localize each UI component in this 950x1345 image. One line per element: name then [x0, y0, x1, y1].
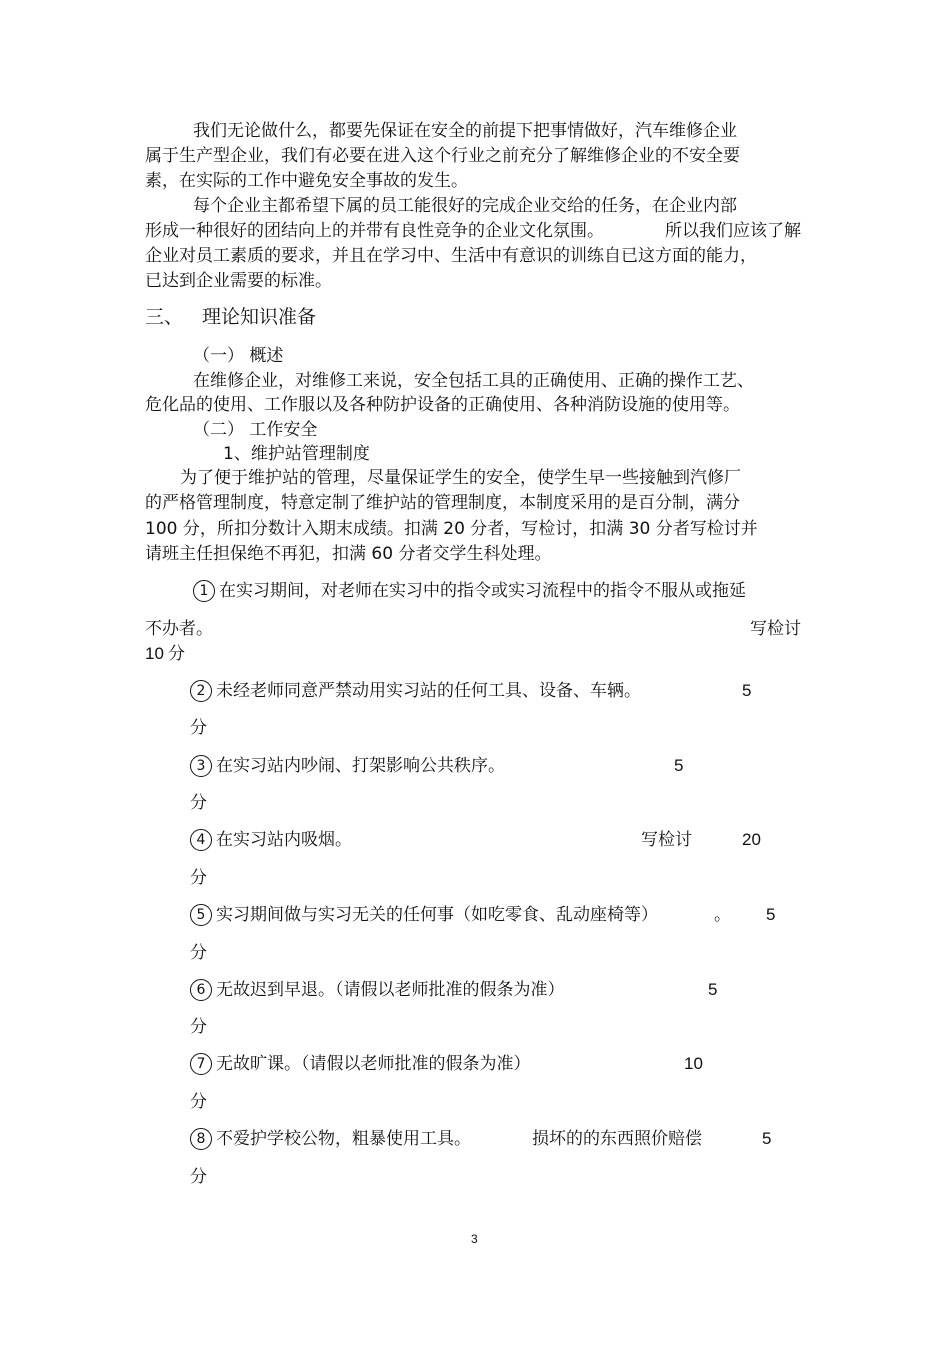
intro-p2-line2b: 所以我们应该了解	[665, 221, 801, 241]
rule-6-text: 无故迟到早退。（请假以老师批准的假条为准）	[216, 980, 565, 1000]
rule-3-text: 在实习站内吵闹、打架影响公共秩序。	[216, 756, 505, 776]
section-title: 理论知识准备	[202, 306, 317, 328]
item1-line1: 为了便于维护站的管理，尽量保证学生的安全，使学生早一些接触到汽修厂	[180, 468, 741, 488]
rule-5-mark: 5	[190, 904, 212, 926]
subsection-overview-title: （一） 概述	[193, 346, 284, 366]
rule-8-text: 不爱护学校公物，粗暴使用工具。	[216, 1129, 471, 1149]
rule-3-mark: 3	[190, 755, 212, 777]
rule-7-score: 10	[684, 1054, 703, 1073]
rule-4-text: 在实习站内吸烟。	[216, 830, 352, 850]
rule-2-mark: 2	[190, 680, 212, 702]
page-number: 3	[471, 1232, 478, 1246]
rule-7-mark: 7	[190, 1053, 212, 1075]
rule-8-extra: 损坏的的东西照价赔偿	[532, 1129, 702, 1149]
item1-line4: 请班主任担保绝不再犯，扣满 60 分者交学生科处理。	[145, 544, 552, 564]
intro-p2-line3: 企业对员工素质的要求，并且在学习中、生活中有意识的训练自已这方面的能力，	[145, 246, 757, 266]
intro-p2-line1: 每个企业主都希望下属的员工能很好的完成企业交给的任务，在企业内部	[193, 196, 737, 216]
rule-4-extra: 写检讨	[641, 830, 692, 850]
section-number: 三、	[145, 306, 184, 328]
rule-1-cont: 不办者。	[145, 619, 213, 639]
rule-3-unit: 分	[190, 793, 207, 813]
item1-title: 1、维护站管理制度	[223, 444, 370, 464]
rule-1-text: 在实习期间，对老师在实习中的指令或实习流程中的指令不服从或拖延	[219, 581, 746, 601]
item1-line2: 的严格管理制度，特意定制了维护站的管理制度，本制度采用的是百分制，满分	[145, 493, 740, 513]
intro-p2-line4: 已达到企业需要的标准。	[145, 271, 332, 291]
rule-5-text: 实习期间做与实习无关的任何事（如吃零食、乱动座椅等）	[216, 905, 658, 925]
intro-p1-line2: 属于生产型企业，我们有必要在进入这个行业之前充分了解维修企业的不安全要	[145, 146, 740, 166]
rule-5-score: 5	[766, 905, 776, 924]
overview-line2: 危化品的使用、工作服以及各种防护设备的正确使用、各种消防设施的使用等。	[145, 395, 740, 415]
rule-1-extra: 写检讨	[750, 619, 801, 639]
overview-line1: 在维修企业，对维修工来说，安全包括工具的正确使用、正确的操作工艺、	[193, 371, 754, 391]
item1-line3: 100 分，所扣分数计入期末成绩。扣满 20 分者，写检讨，扣满 30 分者写检讨并	[145, 519, 758, 539]
rule-5-extra: 。	[714, 905, 731, 925]
intro-p1-line1: 我们无论做什么，都要先保证在安全的前提下把事情做好，汽车维修企业	[193, 121, 737, 141]
rule-5-unit: 分	[190, 943, 207, 963]
rule-7-text: 无故旷课。（请假以老师批准的假条为准）	[216, 1054, 531, 1074]
subsection-work-safety-title: （二） 工作安全	[193, 420, 318, 440]
intro-p2-line2a: 形成一种很好的团结向上的并带有良性竞争的企业文化氛围。	[145, 221, 604, 241]
rule-2-score: 5	[742, 681, 752, 700]
rule-2-unit: 分	[190, 718, 207, 738]
rule-8-score: 5	[762, 1129, 772, 1148]
rule-4-unit: 分	[190, 868, 207, 888]
rule-4-mark: 4	[190, 829, 212, 851]
rule-7-unit: 分	[190, 1092, 207, 1112]
rule-8-mark: 8	[190, 1128, 212, 1150]
rule-6-unit: 分	[190, 1017, 207, 1037]
intro-p1-line3: 素，在实际的工作中避免安全事故的发生。	[145, 171, 468, 191]
rule-3-score: 5	[674, 756, 684, 775]
rule-6-score: 5	[708, 980, 718, 999]
rule-6-mark: 6	[190, 979, 212, 1001]
rule-8-unit: 分	[190, 1167, 207, 1187]
rule-2-text: 未经老师同意严禁动用实习站的任何工具、设备、车辆。	[216, 681, 641, 701]
rule-4-score: 20	[742, 830, 761, 849]
rule-1-mark: 1	[193, 580, 215, 602]
rule-1-score: 10	[145, 644, 164, 663]
rule-1-unit: 分	[168, 644, 185, 664]
